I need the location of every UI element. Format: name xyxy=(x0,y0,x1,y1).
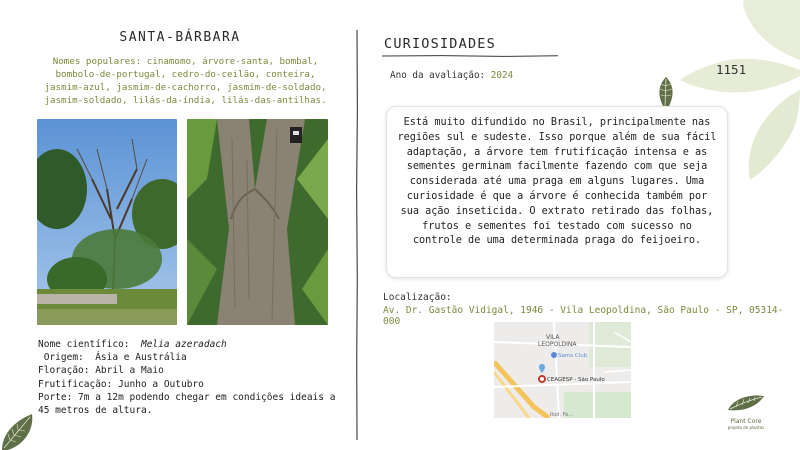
map-street: Rod. Fe... xyxy=(550,412,574,418)
location-map[interactable] xyxy=(494,322,631,418)
card-number: 1151 xyxy=(716,62,747,77)
plant-details xyxy=(38,338,342,417)
map-district-line1: VILA xyxy=(546,334,560,341)
fruiting-row: Frutificação: Junho a Outubro xyxy=(38,378,204,390)
logo-tagline: projeto de plantas xyxy=(727,425,765,430)
curiosities-title: CURIOSIDADES xyxy=(384,36,496,52)
leaf-decoration-bottom-left xyxy=(0,412,36,450)
flowering-row: Floração: Abril a Maio xyxy=(38,365,164,377)
store-pin-icon xyxy=(551,352,557,358)
map-place-1: Sams Club xyxy=(558,353,588,359)
trunk-photo xyxy=(187,119,328,325)
eval-label: Ano da avaliação: xyxy=(390,70,486,81)
curiosities-underline xyxy=(382,54,558,58)
plant-title: SANTA-BÁRBARA xyxy=(119,30,241,45)
map-place-2: CEAGESP - São Paulo xyxy=(547,377,605,383)
location-label: Localização: xyxy=(383,292,452,303)
evaluation-year xyxy=(390,70,513,81)
eval-year-value: 2024 xyxy=(490,70,514,81)
scientific-name-row xyxy=(38,338,338,351)
small-leaf-icon xyxy=(655,76,677,110)
tree-photo xyxy=(37,119,177,325)
scientific-label: Nome científico: xyxy=(38,339,130,350)
curiosities-text: Está muito difundido no Brasil, principalmente nas regiões sul e sudeste. Isso porque além de sua fácil adaptação, a árvore tem frutificação intensa e as sementes germinam facilmente fazendo com que seja considerada até uma praga em alguns lugares. Uma curiosidade é que a árvore é conhecida também por sua ação inseticida. O extrato retirado das folhas, frutos e sementes foi testado com sucesso no controle de uma determinada praga do feijoeiro. xyxy=(397,117,717,247)
plant-core-logo xyxy=(718,392,774,432)
origin-row: Origem: Ásia e Austrália xyxy=(38,352,187,364)
logo-brand: Plant Core xyxy=(730,418,762,425)
map-district-line2: LEOPOLDINA xyxy=(538,341,577,348)
curiosities-card xyxy=(386,106,728,278)
size-row: Porte: 7m a 12m podendo chegar em condições ideais a 45 metros de altura. xyxy=(38,391,342,417)
popular-names: Nomes populares: cinamomo, árvore-santa, bombal, bombolo-de-portugal, cedro-do-ceilão, conteira, jasmim-azul, jasmim-de-cachorro, jasmim-de-soldado, jasmim-soldado, lilás-da-índia, lilás-das-antilhas. xyxy=(44,56,327,106)
logo-leaf-icon xyxy=(724,392,768,414)
location-address[interactable]: Av. Dr. Gastão Vidigal, 1946 - Vila Leopoldina, São Paulo - SP, 05314-000 xyxy=(383,305,784,327)
scientific-name: Melia azeradach xyxy=(140,339,227,350)
vertical-divider xyxy=(355,30,359,440)
